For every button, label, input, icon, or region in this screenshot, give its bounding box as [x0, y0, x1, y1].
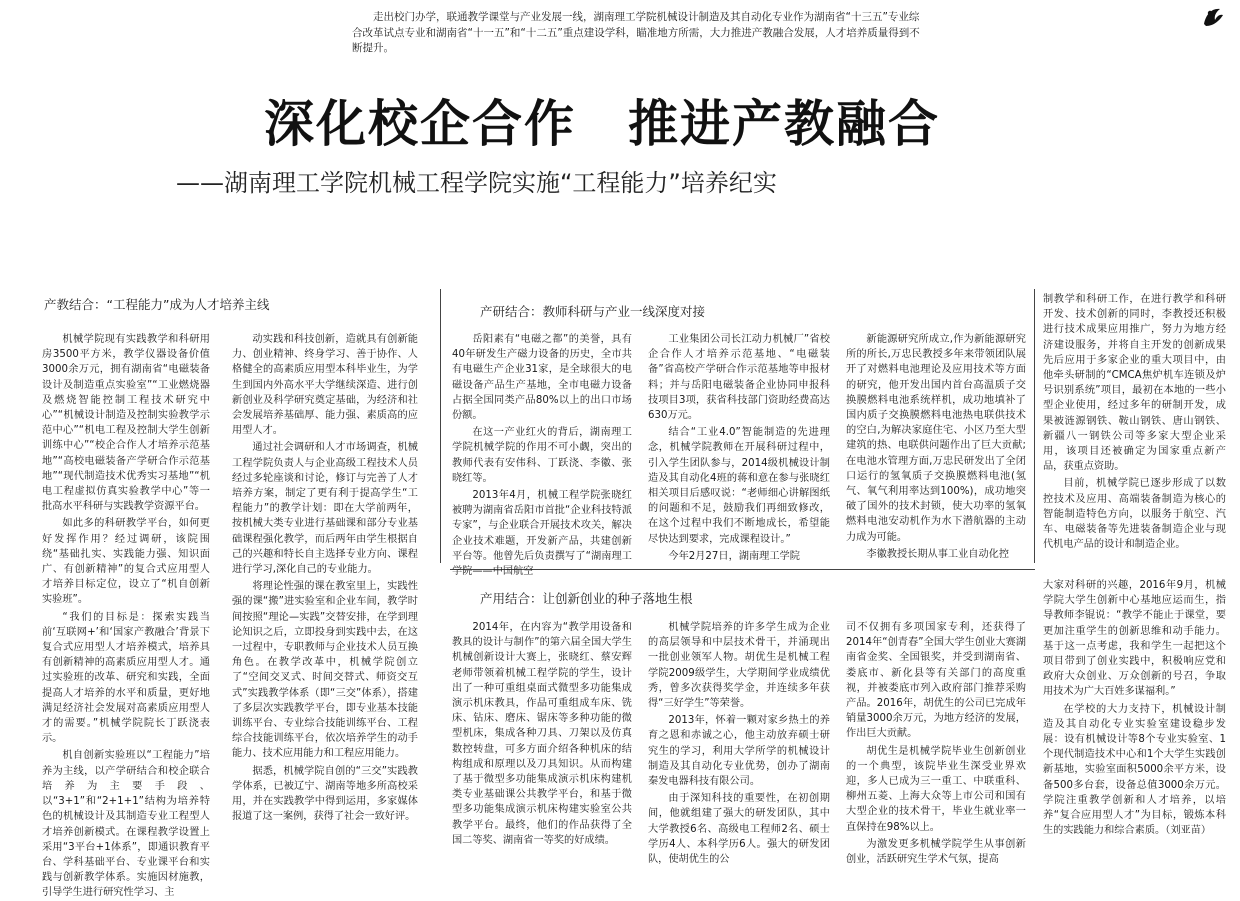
- paragraph: 在学校的大力支持下，机械设计制造及其自动化专业实验室建设稳步发展：设有机械设计等8个专业实验室、1个现代制造技术中心和1个大学生实践创新基地，实验室面积5000余平方米，设备500多台套，设备总值3000余万元。学院注重教学创新和人才培养，以培养“复合应用型人才”为目标，锻炼本科生的实践能力和综合素质。（刘亚苗）: [1043, 703, 1226, 837]
- paragraph: 动实践和科技创新，造就具有创新能力、创业精神、终身学习、善于协作、人格健全的高素质应用型本科毕业生，为学生到国内外高水平大学继续深造、进行创新创业及科学研究奠定基础，为经济和社会发展培养基础厚、能力强、素质高的应用型人才。: [232, 334, 418, 437]
- paragraph: 机自创新实验班以“工程能力”培养为主线，以产学研结合和校企联合培养为主要手段、以“3+1”和“2+1+1”结构为培养特色的机械设计及其制造专业工程型人才培养创新模式。在课程教学设置上采用“3平台+1体系”，即通识教育平台、学科基础平台、专业课平台和实践与创新教学体系。实施因材施教，引导学生进行研究性学习、主: [42, 750, 210, 899]
- paragraph: 2013年4月，机械工程学院张晓红被聘为湖南省岳阳市首批“企业科技特派专家”，与企业联合开展技术攻关，解决企业技术难题，开发新产品，共建创新平台等。他曾先后负责撰写了“湖南理工学院——中国航空: [452, 490, 632, 578]
- subheadline: ——湖南理工学院机械工程学院实施“工程能力”培养纪实: [176, 169, 777, 197]
- paragraph: 大家对科研的兴趣，2016年9月，机械学院大学生创新中心基地应运而生，指导教师李锟说：“教学不能止于课堂，要更加注重学生的创新思维和动手能力。基于这一点考虑，我和学生一起把这个项目带到了创业实践中，积极响应党和政府大众创业、万众创新的号召，争取用技术为广大百姓多谋福利。”: [1043, 580, 1226, 698]
- paragraph: 机械学院培养的许多学生成为企业的高层领导和中层技术骨干，并涌现出一批创业领军人物。胡优生是机械工程学院2009级学生，大学期间学业成绩优秀，曾多次获得奖学金，并连续多年获得“三好学生”等荣誉。: [648, 622, 830, 710]
- paragraph: 在这一产业红火的背后，湖南理工学院机械学院的作用不可小觑，突出的教师代表有安伟科、丁跃浇、李徽、张晓红等。: [452, 427, 632, 484]
- paragraph: 如此多的科研教学平台，如何更好发挥作用？经过调研，该院围绕“基础扎实、实践能力强、知识面广、有创新精神”的复合式应用型人才培养目标定位，设立了“机自创新实验班”。: [42, 518, 210, 606]
- section3-column2: [648, 620, 830, 866]
- paragraph: 通过社会调研和人才市场调查，机械工程学院负责人与企业高级工程技术人员经过多轮座谈和讨论，修订与完善了人才培养方案，制定了更有利于提高学生“工程能力”的教学计划：即在大学前两年，按机械大类专业进行基础课和部分专业基础课程强化教学，而后两年由学生根据自己的兴趣和特长自主选择专业方向、课程进行学习,深化自己的专业能力。: [232, 442, 418, 576]
- section3-column4: [1043, 578, 1226, 852]
- column-divider-right: [1034, 289, 1035, 563]
- paragraph: 制教学和科研工作，在进行教学和科研开发、技术创新的同时，李教授还积极进行技术成果应用推广，努力为地方经济建设服务，并将自主开发的创新成果先后应用于多家企业的重大项目中，由他牵头研制的“CMCA焦炉机车连锁及炉号识别系统”项目，最初在本地的一些小型企业使用，经过多年的研制开发，成果被涟源钢铁、鞍山钢铁、唐山钢铁、新疆八一钢铁公司等多家大型企业采用，该项目还被确定为国家重点新产品，获重点资助。: [1043, 294, 1226, 473]
- section2-column1: [452, 332, 632, 578]
- section2-column2: [648, 332, 830, 560]
- headline: 深化校企合作 推进产教融合: [264, 95, 940, 153]
- column-divider-left: [440, 289, 441, 563]
- paragraph: 2013年，怀着一颗对家乡热土的养育之恩和赤诚之心，他主动放弃硕士研究生的学习，利用大学所学的机械设计制造及其自动化专业优势，创办了湖南秦发电器科技有限公司。: [648, 715, 830, 788]
- paragraph: 今年2月27日，湖南理工学院: [668, 550, 800, 562]
- paragraph: 据悉，机械学院自创的“三交”实践教学体系，已被辽宁、湖南等地多所高校采用，并在实践教学中得到运用，多家媒体报道了这一案例，获得了社会一致好评。: [232, 765, 418, 823]
- section-title-industry-application: 产用结合：让创新创业的种子落地生根: [480, 591, 693, 606]
- section-title-industry-research: 产研结合：教师科研与产业一线深度对接: [480, 304, 706, 319]
- section1-column2: [232, 332, 418, 852]
- section2-column3: [846, 332, 1026, 560]
- paragraph: “我们的目标是：探索实践当前‘互联网+’和‘国家产教融合’背景下复合式应用型人才培养模式，培养具有创新精神的高素质应用型人才。通过实验班的改革、研究和实践，全面提高人才培养的水平和质量，更好地满足经济社会发展对高素质应用型人才的需要。”机械学院院长丁跃浇表示。: [42, 611, 210, 745]
- paragraph: 机械学院现有实践教学和科研用房3500平方米，教学仪器设备价值3000余万元，拥有湖南省“电磁装备设计及制造重点实验室”“工业燃烧器及燃烧智能控制工程技术研究中心”“机械设计制造及控制实验教学示范中心”“机电工程及控制大学生创新训练中心”“校企合作人才培养示范基地”“高校电磁装备产学研合作示范基地”“现代制造技术优秀实习基地”“机电工程虚拟仿真实验教学中心”等一批高水平科研与实践教学资源平台。: [42, 334, 210, 513]
- paragraph: 司不仅拥有多项国家专利，还获得了2014年“创青春”全国大学生创业大赛湖南省金奖、全国银奖，并受到湖南省、娄底市、新化县等有关部门的高度重视，并被娄底市列入政府部门推荐采购产品。2016年，胡优生的公司已完成年销量3000余万元，为地方经济的发展，作出巨大贡献。: [846, 622, 1026, 740]
- paragraph: 目前，机械学院已逐步形成了以数控技术及应用、高端装备制造为核心的智能制造特色方向，以服务于航空、汽车、电磁装备等先进装备制造企业与现代机电产品的设计和制造企业。: [1043, 478, 1226, 551]
- paragraph: 岳阳素有“电磁之都”的美誉，具有40年研发生产磁力设备的历史，全市共有电磁生产企业31家，是全球很大的电磁设备产品生产基地，全市电磁力设备占据全国同类产品80%以上的出口市场份额。: [452, 334, 632, 422]
- paragraph: 将理论性强的课在教室里上，实践性强的课“搬”进实验室和企业车间，教学时间按照“理论—实践”交替安排，在学到理论知识之后，立即投身到实践中去，在这一过程中，专职教师与企业技术人员互换角色。在教学改革中，机械学院创立了“空间交叉式、时间交替式、师资交互式”实践教学体系（即“三交”体系），搭建了多层次实践教学平台，即专业基本技能训练平台、专业综合技能训练平台、工程综合技能训练平台，依次培养学生的动手能力、技术应用能力和工程应用能力。: [232, 581, 418, 760]
- section2-column4: [1043, 292, 1226, 564]
- section3-column1: [452, 620, 632, 852]
- paragraph: 胡优生是机械学院毕业生创新创业的一个典型，该院毕业生深受业界欢迎，多人已成为三一重工、中联重科、柳州五菱、上海大众等上市公司和国有大型企业的技术骨干，毕业生就业率一直保持在98%以上。: [846, 745, 1026, 833]
- paragraph: 工业集团公司长江动力机械厂”省校企合作人才培养示范基地、“电磁装备”省高校产学研合作示范基地等申报材料；并与岳阳电磁装备企业协同申报科技项目3项，获省科技部门资助经费高达630万元。: [648, 334, 830, 422]
- intro-paragraph: 走出校门办学，联通教学课堂与产业发展一线，湖南理工学院机械设计制造及其自动化专业作为湖南省“十三五”专业综合改革试点专业和湖南省“十一五”和“十二五”重点建设学科，瞄准地方所需，大力推进产教融合发展，人才培养质量得到不断提升。: [352, 11, 920, 54]
- section-title-industry-education: 产教结合：“工程能力”成为人才培养主线: [44, 297, 270, 312]
- paragraph: 2014年，在内容为“教学用设备和教具的设计与制作”的第六届全国大学生机械创新设计大赛上，张晓红、蔡安辉老师带领着机械工程学院的学生，设计出了一种可重组桌面式微型多功能集成演示机床教具，作品可重组成车床、铣床、钻床、磨床、锯床等多种功能的微型机床，集成各种刀具、刀架以及仿真数控转盘，可多方面介绍各种机床的结构组成和原理以及刀具知识。从而构建了基于微型多功能集成演示机床构建机类专业基础课公共教学平台，和基于微型多功能集成演示机床构建实验室公共教学平台。最终，他们的作品获得了全国二等奖、湖南省一等奖的好成绩。: [452, 622, 632, 846]
- section3-column3: [846, 620, 1026, 866]
- section1-column1: [42, 332, 210, 899]
- paragraph: 新能源研究所成立,作为新能源研究所的所长,万忠民教授多年来带领团队展开了对燃料电池理论及应用技术等方面的研究，他开发出国内首台高温质子交换膜燃料电池系统样机，成功地填补了国内质子交换膜燃料电池热电联供技术的空白,为解决家庭住宅、小区乃至大型建筑的热、电联供问题作出了巨大贡献;在电池水管理方面,万忠民研发出了全闭口运行的氢氧质子交换膜燃料电池(氢气、氧气利用率达到100%)，成功地突破了国外的技术封锁，使大功率的氢氧燃料电池安动机作为水下潜航器的主动力成为可能。: [846, 334, 1026, 543]
- paragraph: 李徽教授长期从事工业自动化控: [866, 548, 1010, 560]
- paragraph: 为激发更多机械学院学生从事创新创业，活跃研究生学术气氛，提高: [846, 838, 1026, 866]
- newspaper-logo-icon: [1200, 4, 1226, 30]
- paragraph: 由于深知科技的重要性，在初创期间，他就组建了强大的研发团队，其中大学教授6名、高级电工程师2名、硕士学历4人、本科学历6人。强大的研发团队，使胡优生的公: [648, 793, 830, 866]
- paragraph: 结合“工业4.0”智能制造的先进理念，机械学院教师在开展科研过程中，引入学生团队参与，2014级机械设计制造及其自动化4班的蒋和意在参与张晓红相关项目后感叹说：“老师细心讲解图纸的问题和不足，鼓励我们再细致修改，在这个过程中我们不断地成长，希望能尽快达到要求，完成课程设计。”: [648, 427, 830, 545]
